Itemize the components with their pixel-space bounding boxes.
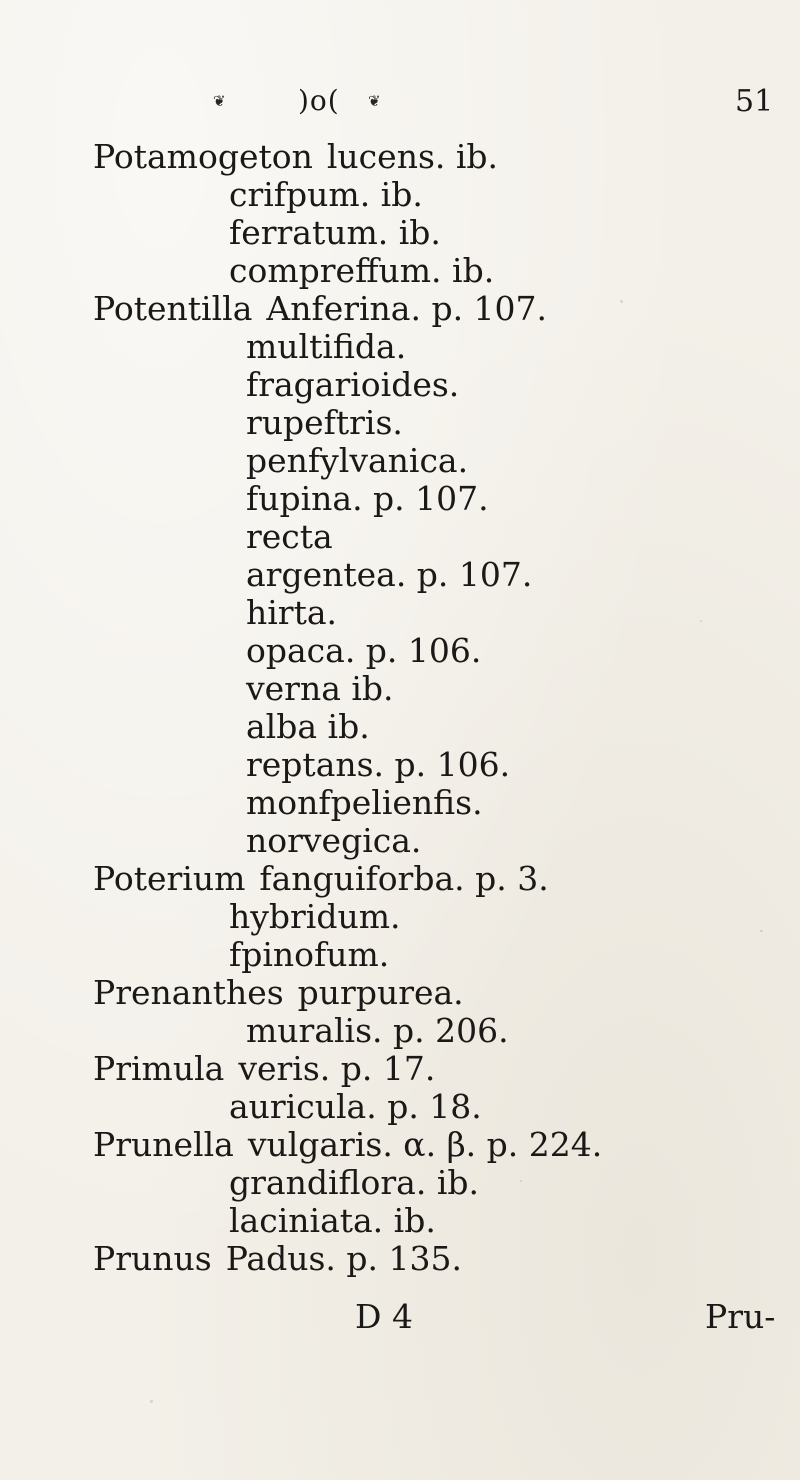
index-entry — [229, 251, 494, 291]
index-entry — [246, 327, 406, 367]
paper-speck — [150, 1400, 153, 1403]
species-entry: multifida. — [246, 327, 407, 366]
index-entry — [229, 213, 441, 253]
index-entry — [246, 745, 510, 785]
index-entry — [93, 137, 498, 177]
index-entry — [93, 289, 547, 329]
left-ornament-icon: ❦ — [213, 92, 227, 110]
paper-speck — [760, 930, 763, 932]
index-entry — [246, 365, 459, 405]
species-entry: norvegica. — [246, 821, 422, 860]
species-entry: reptans. p. 106. — [246, 745, 511, 784]
species-entry: penfylvanica. — [246, 441, 469, 480]
genus-name: Prenanthes — [93, 973, 284, 1012]
genus-name: Prunus — [93, 1239, 212, 1278]
species-entry: veris. p. 17. — [238, 1049, 436, 1088]
species-entry: grandiflora. ib. — [229, 1163, 479, 1202]
index-entry — [93, 1049, 435, 1089]
species-entry: monfpelienfis. — [246, 783, 483, 822]
species-entry: recta — [246, 517, 333, 556]
species-entry: hirta. — [246, 593, 338, 632]
index-entry — [246, 669, 394, 709]
species-entry: compreffum. ib. — [229, 251, 495, 290]
index-entry — [229, 1163, 479, 1203]
species-entry: lucens. ib. — [326, 137, 499, 176]
genus-name: Potamogeton — [93, 137, 313, 176]
species-entry: ferratum. ib. — [229, 213, 441, 252]
species-entry: alba ib. — [246, 707, 370, 746]
index-entry — [246, 403, 403, 443]
page-footer — [0, 1297, 800, 1347]
index-entry — [246, 707, 370, 747]
index-entry — [93, 859, 549, 899]
index-entry — [246, 1011, 509, 1051]
paper-speck — [700, 620, 702, 622]
species-entry: argentea. p. 107. — [246, 555, 533, 594]
species-entry: fpinofum. — [229, 935, 390, 974]
right-ornament-icon: ❦ — [368, 92, 382, 110]
index-entry — [246, 631, 481, 671]
species-entry: Anferina. p. 107. — [266, 289, 548, 328]
paper-speck — [620, 300, 623, 303]
species-entry: auricula. p. 18. — [229, 1087, 482, 1126]
index-entry — [229, 935, 389, 975]
species-entry: opaca. p. 106. — [246, 631, 482, 670]
index-entry — [229, 1087, 482, 1127]
index-entry — [246, 593, 337, 633]
paper-speck — [520, 1180, 522, 1182]
index-entry — [246, 441, 468, 481]
index-entry — [229, 175, 423, 215]
catchword: Pru- — [705, 1297, 776, 1336]
index-entry — [93, 973, 464, 1013]
species-entry: laciniata. ib. — [229, 1201, 436, 1240]
species-entry: vulgaris. α. β. p. 224. — [247, 1125, 603, 1164]
species-entry: purpurea. — [297, 973, 464, 1012]
page-number: 51 — [735, 84, 774, 119]
species-entry: muralis. p. 206. — [246, 1011, 509, 1050]
genus-name: Primula — [93, 1049, 225, 1088]
page-header — [0, 78, 800, 122]
species-entry: Padus. p. 135. — [225, 1239, 462, 1278]
species-entry: rupeftris. — [246, 403, 403, 442]
index-entry — [246, 783, 483, 823]
index-entry — [229, 897, 401, 937]
genus-name: Potentilla — [93, 289, 253, 328]
species-entry: verna ib. — [246, 669, 394, 708]
species-entry: crifpum. ib. — [229, 175, 423, 214]
index-entry — [246, 821, 421, 861]
species-entry: fupina. p. 107. — [246, 479, 489, 518]
index-entry — [229, 1201, 436, 1241]
index-entry — [93, 1239, 462, 1279]
index-entry — [93, 1125, 602, 1165]
species-entry: hybridum. — [229, 897, 401, 936]
index-entry — [246, 555, 532, 595]
header-mark: )o( — [298, 84, 340, 117]
genus-name: Prunella — [93, 1125, 234, 1164]
species-entry: fragarioides. — [246, 365, 460, 404]
index-entry — [246, 479, 489, 519]
index-entry — [246, 517, 333, 557]
signature-mark: D 4 — [355, 1297, 413, 1336]
genus-name: Poterium — [93, 859, 246, 898]
species-entry: fanguiforba. p. 3. — [259, 859, 549, 898]
